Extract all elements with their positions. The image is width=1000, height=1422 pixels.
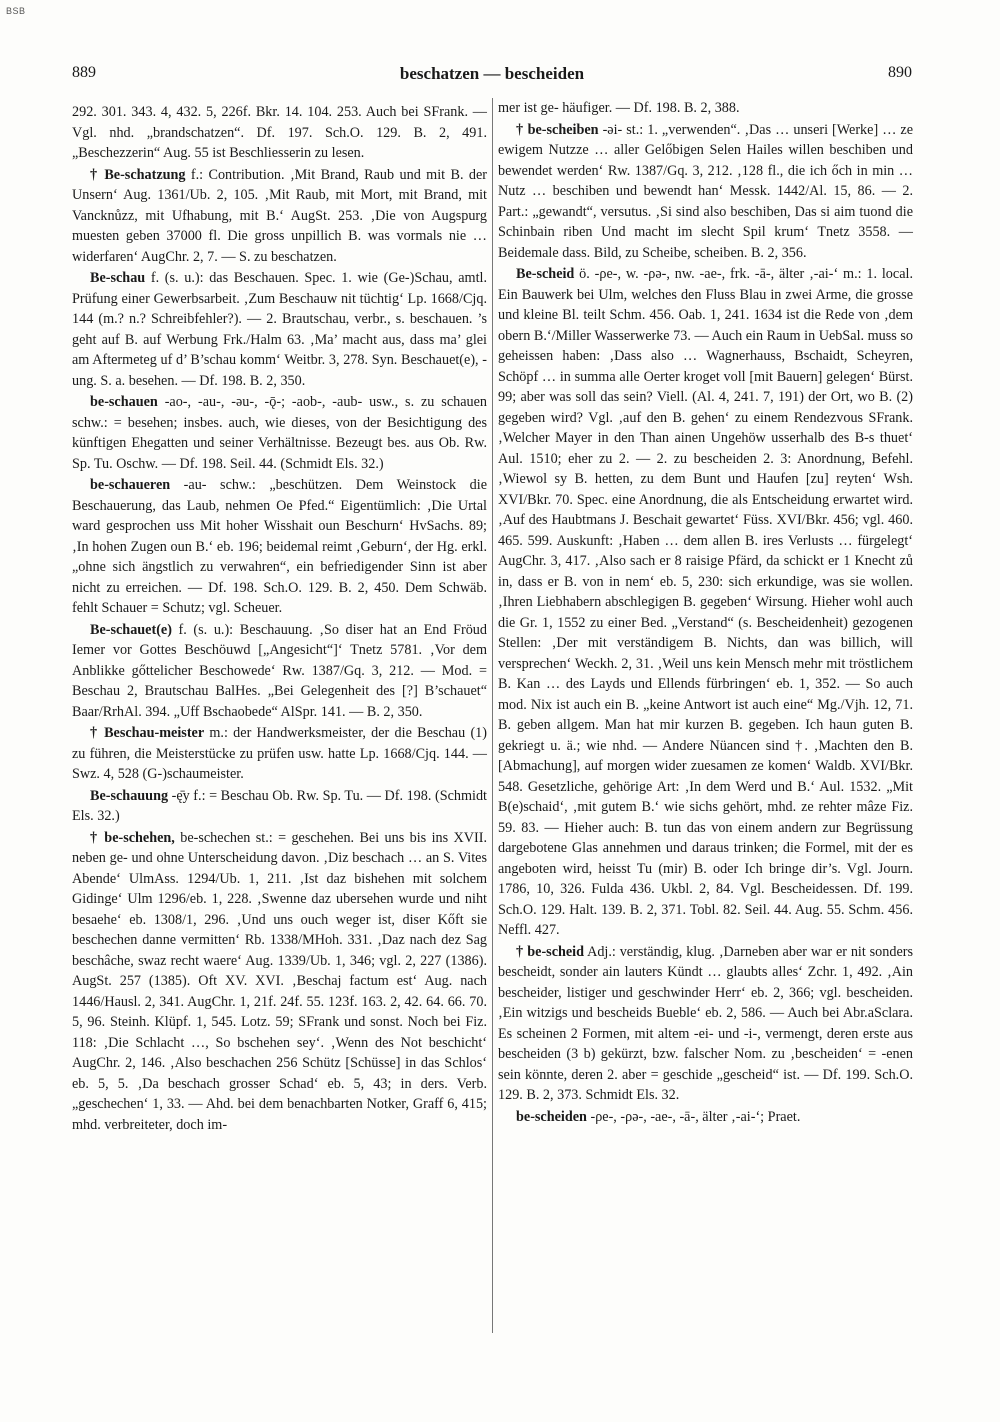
right-column — [498, 98, 913, 1128]
entry-lemma: † be-scheiben — [516, 121, 599, 138]
entry-lemma: † Be-schatzung — [90, 166, 186, 183]
entry-text: f.: Contribution. ‚Mit Brand, Raub und mit B. der Unsern‘ Aug. 1361/Ub. 2, 105. ‚Mit Raub, mit Mort, mit Brand, mit Vancknůzz, mit Ufhabung, mit B.‘ AugSt. 253. ‚Die von Augspurg muesten geben 37000 fl. Die gross unpillich B. was vormals nie … widerfaren‘ AugChr. 2, 7. — S. zu beschatzen. — [72, 166, 487, 265]
running-title: beschatzen — bescheiden — [399, 64, 585, 83]
dictionary-entry — [72, 828, 487, 1136]
entry-text: ö. -ρe-, w. -ρə-, nw. -ae-, frk. -ā-, älter ‚-ai-‘ m.: 1. local. Ein Bauwerk bei Ulm, welches den Fluss Blau in zwei Arme, die grosse und kleine Bl. teilt Schm. 456. Oab. 1, 241. 1634 ist die Rede von ‚dem obern B.‘/Miller Wasserwerke 73. — Auch ein Raum in UebSal. muss so geheissen haben: ‚Dass also … Wagnerhauss, Bschaidt, Scheyren, Schöpf … in summa alle Oerter kroget voll [mit Bauern] gelegen‘ Bürst. 99; aber was soll das sein? Viell. (Al. 4, 241. 7, 191) der Ort, wo B. (2) gegeben wird? Vgl. ‚auf den B. gehen‘ zu einem Rendezvous SFrank. ‚Welcher Mayer in den Than ainen Ungehöw usserhalb des B-s thuet‘ Aul. 1510; eher zu 2. — 2. zu bescheiden 2. 3: Anordnung, Befehl. ‚Wiewol sy B. hetten, zu dem Bunt und Haufen [zu] reyten‘ Wsh. XVI/Bkr. 70. Spec. eine Anordnung, die als Entscheidung erwartet wird. ‚Auf des Haubtmans J. Beschait gewartet‘ Füss. XVI/Bkr. 456; vgl. 460. 465. 599. Auskunft: ‚Haben … dem allen B. ires Verlusts … fürgelegt‘ AugChr. 3, 417. ‚Also sach er 8 raisige Pfärd, da schickt er 1 Knecht zů in, dass er B. von in nem‘ eb. 5, 230: sich erkundige, was sie wollen. ‚Ihren Liebhabern abschlegigen B. gegeben‘ Wirsung. Hieher wohl auch die Gr. 1, 1552 zu einer Bed. „Verstand“ (s. Bescheidenheit) gezogenen Stellen: ‚Der mit verständigem B. Nichts, dan was billich, will versprechen‘ Weckh. 2, 31. ‚Weil uns kein Mensch mehr mit tröstlichem B. Kan … des Layds und Ellends fürbringen‘ eb. 1, 352. — So auch mod. Nix ist auch ein B. „keine Antwort ist auch eine“ Mg./Vjh. 12, 71. B. geben allgem. Man hat mir kurzen B. gegeben. Ich haun guten B. gekriegt u. ä.; wie nhd. — Andere Nüancen sind †. ‚Machten den B. [Abmachung], auf morgen wider zuesamen ze komen‘ Waldb. XVI/Bkr. 548. Gesetzliche, gehörige Art: ‚In dem Werd und B.‘ Aul. 1532. „Mit B(e)schaid‘, ‚mit gutem B.‘ wie sichs gehört, mhd. ze rehter mâze Fiz. 59. 83. — Hieher auch: B. tun das von einem andern zur Begrüssung dargebotene Glas annehmen und daraus trinken; die Formel, mit der es angeboten wird, heisst Tu (mir) B. oder Ich bringe dir’s. Vgl. Journ. 1786, 10, 326. Fulda 436. Ukbl. 2, 84. Vgl. Bescheidessen. Df. 199. Sch.O. 129. Halt. 139. B. 2, 371. Tobl. 82. Seil. 44. Aug. 55. Schm. 456. Neffl. 427. — [498, 266, 913, 938]
entry-lemma: † be-schehen, — [90, 829, 175, 846]
dictionary-entry — [72, 268, 487, 391]
dictionary-entry — [498, 98, 913, 119]
dictionary-entry — [72, 392, 487, 474]
dictionary-entry — [72, 475, 487, 619]
entry-lemma: Be-schauet(e) — [90, 621, 172, 638]
entry-text: f. (s. u.): das Beschauen. Spec. 1. wie (Ge-)Schau, amtl. Prüfung einer Gewerbsarbeit. ‚Zum Beschauw nit tüchtig‘ Lp. 1668/Cjq. 144 (m.? n.? Schreibfehler?). — 2. Brautschau, verbr., s. beschauen. ’s geht auf B. auf Werbung Frk./Halm 63. ‚Ma’ macht aus, dass ma’ glei am Aftermeteg uf d’ B’schau komm‘ Weitbr. 3, 278. Syn. Beschauet(e), -ung. S. a. besehen. — Df. 198. B. 2, 350. — [72, 270, 487, 389]
entry-text: be-schechen st.: = geschehen. Bei uns bis ins XVII. neben ge- und ohne Unterscheidung davon. ‚Diz beschach … an S. Vites Abende‘ UlmAss. 1294/Ub. 1, 211. ‚Ist daz bishehen mit solchem Gidinge‘ Ulm 1296/eb. 1, 228. ‚Swenne daz ubersehen wurde und niht besaehe‘ eb. 1308/1, 296. ‚Und uns ouch weger ist, diser Kőft sie beschechen danne vermitten‘ Rb. 1338/MHoh. 331. ‚Daz nach dez Sag beschâche, swaz recht waere‘ Aug. 1339/Ub. 1, 346; vgl. 2, 227 (1386). AugSt. 257 (1385). Oft XV. XVI. ‚Beschaj factum est‘ Aug. nach 1446/Hausl. 2, 341. AugChr. 1, 21f. 24f. 55. 123f. 163. 2, 42. 64. 66. 70. 5, 96. Steinh. Klüpf. 1, 545. Lotz. 59; SFrank und sonst. Noch bei Fiz. 118: ‚Die Schlacht …, So bschehen sey‘. ‚Wenn des Not beschicht‘ AugChr. 2, 146. ‚Also beschachen 256 Schütz [Schüsse] in das Schlos‘ eb. 5, 5. ‚Da beschach grosser Schad‘ eb. 5, 43; in ders. Verb. „geschechen‘ 1, 33. — Ahd. bei dem benachbarten Notker, Graff 6, 415; mhd. verbreiteter, doch im- — [72, 829, 488, 1133]
entry-lemma: Be-schauung — [90, 787, 169, 804]
entry-text: m.: der Handwerksmeister, der die Beschau (1) zu führen, die Meisterstücke zu prüfen usw. hatte Lp. 1668/Cjq. 144. — Swz. 4, 528 (G-)schaumeister. — [72, 725, 487, 782]
entry-lemma: Be-scheid — [516, 266, 575, 282]
entry-text: -ę̄y f.: = Beschau Ob. Rw. Sp. Tu. — Df. 198. (Schmidt Els. 32.) — [72, 787, 487, 824]
dictionary-entry — [72, 723, 487, 785]
entry-text: -au- schw.: „beschützen. Dem Weinstock die Beschauerung, das Laub, nehmen Oe Pfed.“ Eigentümlich: ‚Die Urtal ward gesprochen uss Mit hoher Wisshait oun Beschurn‘ HvSachs. 89; ‚In hohen Zugen oun B.‘ eb. 196; beidemal reimt ‚Geburn‘, der Hg. erkl. „ohne sich ängstlich zu verwahren“, ein befriedigender Sinn ist aber nicht zu erreichen. — Df. 198. Sch.O. 129. B. 2, 450. Dem Schwäb. fehlt Schauer = Schutz; vgl. Scheuer. — [72, 477, 487, 616]
dictionary-entry — [72, 102, 487, 164]
entry-text: 292. 301. 343. 4, 432. 5, 226f. Bkr. 14. 104. 253. Auch bei SFrank. — Vgl. nhd. „brandschatzen“. Df. 197. Sch.O. 129. B. 2, 491. „Beschezzerin“ Aug. 55 ist Beschliesserin zu lesen. — [72, 104, 487, 161]
entry-text: f. (s. u.): Beschauung. ‚So diser hat an End Fröud Iemer vor Gottes Beschöuwd [„Angesicht“]‘ Tnetz 5781. ‚Vor dem Anblikke gőttelicher Beschowede‘ Rw. 1387/Gq. 3, 212. — Mod. = Beschau 2, Brautschau BalHes. „Bei Gelegenheit des [?] B’schauet“ Baar/RrhAl. 394. „Uff Bschaobede“ AlSpr. 141. — B. 2, 350. — [72, 621, 487, 720]
library-stamp: BSB — [6, 6, 26, 16]
page-number-left: 889 — [72, 64, 96, 81]
page-header — [72, 64, 912, 86]
left-column — [72, 102, 487, 1136]
dictionary-entry — [498, 1107, 913, 1128]
entry-lemma: † be-scheid — [516, 943, 585, 960]
entry-text: -əi- st.: 1. „verwenden“. ‚Das … unseri [Werke] … ze ewigem Nutzze … aller Gelőbigen Selen Hailes willen beschiben und bewendet werden‘ Rw. 1387/Gq. 3, 212. ‚128 fl., die ich őch in min … Nutz … beschiben und bewendt han‘ Messk. 1442/Al. 15, 86. — 2. Part.: „gewandt“, versutus. ‚Si sind also beschiben, Das si aim tuond die Schinbain riben Und macht im slecht Spil krum‘ Tnetz 3558. — Beidemale dass. Bild, zu Scheibe, scheiben. B. 2, 356. — [498, 121, 914, 261]
dictionary-entry — [72, 786, 487, 827]
dictionary-entry — [72, 165, 487, 268]
dictionary-entry — [72, 620, 487, 723]
entry-lemma: † Beschau-meister — [90, 725, 205, 741]
dictionary-entry — [498, 120, 913, 264]
entry-text: -ρe-, -ρə-, -ae-, -ā-, älter ‚-ai-‘; Praet. — [586, 1108, 801, 1125]
entry-lemma: be-schaueren — [90, 477, 171, 493]
dictionary-entry — [498, 942, 913, 1106]
page-number-right: 890 — [888, 64, 912, 81]
entry-text: -ao-, -au-, -əu-, -ǭ-; -aob-, -aub- usw., s. zu schauen schw.: = besehen; insbes. auch, wie dieses, von der Besichtigung des künftigen Ehegatten und seiner Verhältnisse. Bezeugt bes. aus Ob. Rw. Sp. Tu. Oschw. — Df. 198. Seil. 44. (Schmidt Els. 32.) — [72, 394, 487, 472]
entry-lemma: be-scheiden — [516, 1108, 587, 1125]
dictionary-entry — [498, 264, 913, 941]
entry-text: mer ist ge- häufiger. — Df. 198. B. 2, 388. — [498, 100, 740, 116]
entry-lemma: be-schauen — [90, 394, 158, 410]
column-divider — [492, 98, 493, 1333]
entry-lemma: Be-schau — [90, 270, 146, 286]
entry-text: Adj.: verständig, klug. ‚Darneben aber war er nit sonders bescheidt, sonder ain lauters Kündt … glaubts alles‘ Zchr. 1, 492. ‚Ain bescheider, listiger und geschwinder Herr‘ eb. 2, 366; vgl. bescheiden. ‚Ein witzigs und bescheids Bueble‘ eb. 2, 586. — Auch bei Abr.aSclara. Es scheinen 2 Formen, mit altem -ei- und -i-, vermengt, deren erste aus bescheiden (3 b) gekürzt, bzw. falscher Nom. zu ‚bescheiden‘ = -enen sein könnte, deren 2. aber = geschide „gescheid“ ist. — Df. 199. Sch.O. 129. B. 2, 373. Schmidt Els. 32. — [498, 943, 914, 1103]
